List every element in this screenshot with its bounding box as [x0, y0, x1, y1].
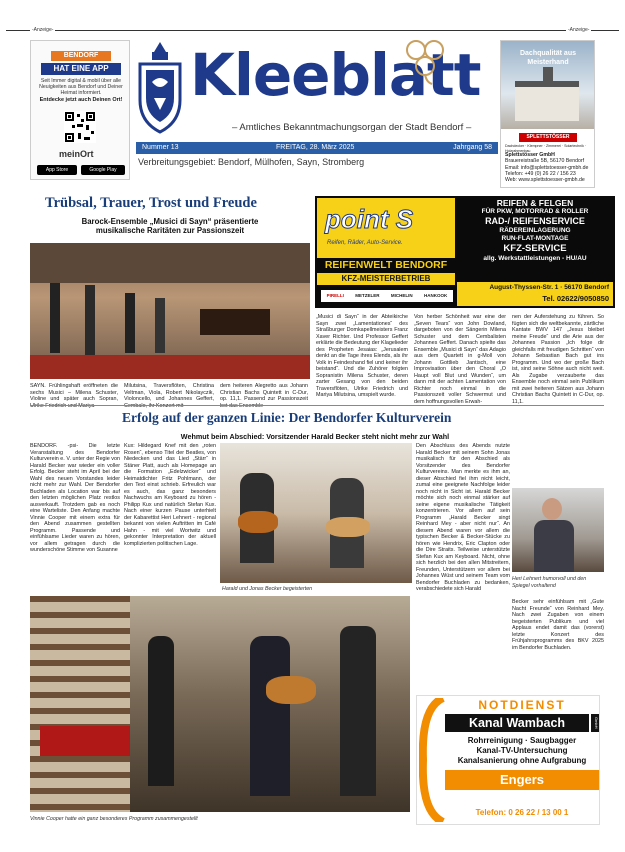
qr-code-icon — [64, 111, 96, 143]
issue-number: Nummer 13 — [142, 144, 179, 151]
app-ad-body: Seit Immer digital & mobil über alle Neuigkeiten aus Bendorf und Deiner Heimat informiert. — [39, 78, 123, 97]
article2-col3: Den Abschluss des Abends nutzte Harald Becker mit seinem Sohn Jonas musikalisch für den Abschied als Vorsitzender des Bendorfer Kulturvereins. Man merkte es ihm an, dieser Abschied fiel ihm nicht leicht, zumal eine geeignete Nachfolge leider noch nicht in Sicht ist. Harald Becker möchte sich noch einmal stärker auf seine eigene musikalische Tätigkeit konzentrieren. Vor allem auf sein Programm „Harald Becker singt Reinhard Mey - aber nicht nur“. An diesem Abend waren vor allem die typischen Becker & Becker-Stücke zu hören wie Hendrix, Eric Clapton oder die Dire Straits. Teilweise unterstützte Stefan Kux am Keyboard. Nicht, ohne sich herzlich bei den allen Mitstreitern, Freunden, Unterstützern vor allem bei Johannes Wüst und seinem Team vom Bendorfer Buchladen zu bedanken, verabschiedete sich Harald — [416, 443, 510, 592]
roofer-email-label: Email: — [505, 165, 520, 171]
roofer-email[interactable]: info@splettstoesser-gmbh.de — [520, 165, 589, 171]
castle-photo — [501, 41, 594, 129]
lehnert-photo — [512, 488, 604, 572]
caption-lehnert: Heri Lehnert humorvoll und den Spiegel vorhaltend — [512, 576, 587, 589]
app-advertisement[interactable] — [30, 40, 130, 180]
app-ad-heading: HAT EINE APP — [41, 63, 121, 75]
article1-col1: SAYN. Frühlingshaft eröffneten die sechs Musici – Milena Schuster, Violine und später auch Sopran, Ulrike Friedrich und Mariya — [30, 383, 118, 409]
roofer-phone: +49 (0) 26 22 / 156 23 — [524, 171, 576, 177]
article1-col3: dem heiteren Alegretto aus Johann Christian Bachs Quintett in C-Dur, op. 11,1. Passend zur Passionszeit bot das Ensemble — [220, 383, 308, 409]
notdienst-city: Engers — [445, 770, 599, 790]
article2-col4: Becker sehr einfühlsam mit „Gute Nacht Freunde“ von Reinhard Mey. Nach zwei Zugaben von einem begeisterten Publikum und viel Applaus endet damit das (vorerst) letzte Konzert des Frühjahrsprogramms des BKV 2025 im Bendorfer Buchladen. — [512, 599, 604, 651]
pirelli-logo: PIRELLI — [326, 293, 344, 298]
masthead-subtitle: – Amtliches Bekanntmachungsorgan der Stadt Bendorf – — [232, 122, 472, 133]
roofer-web-label: Web: — [505, 177, 518, 183]
notdienst-badge: GmbH — [591, 714, 599, 732]
issue-volume: Jahrgang 58 — [453, 144, 492, 151]
caption-vinnie: Vinnie Cooper hatte ein ganz besonderes Programm zusammengestellt — [30, 816, 198, 822]
pointS-partners — [321, 290, 453, 302]
pointS-r2: FÜR PKW, MOTORRAD & ROLLER — [481, 208, 589, 215]
ad-label-right: -Anzeige- — [568, 27, 590, 33]
roofer-web[interactable]: www.splettstoesser-gmbh.de — [518, 177, 585, 183]
roofer-company-logo: SPLETTSTÖSSER — [519, 133, 577, 142]
notdienst-service-2: Kanal-TV-Untersuchung — [476, 746, 568, 755]
ad-label-left: -Anzeige- — [32, 27, 54, 33]
metzeler-logo: METZELER — [355, 293, 380, 298]
issue-date: FREITAG, 28. März 2025 — [276, 144, 355, 151]
roofer-name: Splettstösser GmbH — [505, 152, 555, 158]
pointS-r3: RAD-/ REIFENSERVICE — [485, 216, 585, 226]
pointS-name: REIFENWELT BENDORF — [324, 259, 448, 271]
top-rule — [6, 30, 619, 31]
pointS-r4: RÄDEREINLAGERUNG — [499, 227, 571, 234]
article1-headline: Trübsal, Trauer, Trost und Freude — [45, 195, 257, 211]
article1-col6: nen der Auferstehung zu führen. So fügten sich die weltbekannte, zärtliche Kantate BWV 147 „Jesus bleibet meine Freude“ und die Arie aus der Johannes Passion „Ich folge dir gleichfalls mit freudigen Schritten“ von Johann Sebastian Bach gut ins Programm. Und wo der große Bach ist, sind seine Söhne auch nicht weit. Als Zugabe verzauberte das Ensemble noch einmal sein Publikum mit zwei heiteren Sätzen aus Johann Christian Bachs Quintett in C-Dur, op. 11,1. — [512, 314, 604, 405]
pipe-graphic-icon — [419, 698, 447, 822]
article2-subheadline: Wehmut beim Abschied: Vorsitzender Harald Becker steht nicht mehr zur Wahl — [180, 432, 450, 441]
pointS-r6: KFZ-SERVICE — [503, 243, 567, 254]
notdienst-service-1: Rohrreinigung · Saugbagger — [467, 736, 577, 745]
vinnie-cooper-photo — [30, 596, 410, 812]
app-store-button[interactable]: App Store — [37, 165, 77, 175]
app-ad-brand: BENDORF — [51, 51, 111, 61]
ensemble-photo — [30, 243, 310, 379]
masthead-title: Kleeblatt — [190, 41, 481, 109]
pointS-address: August-Thyssen-Str. 1 · 56170 Bendorf — [489, 284, 609, 291]
notdienst-company: Kanal Wambach — [445, 714, 589, 732]
issue-info-bar — [136, 142, 498, 154]
article1-col5: Von herber Schönheit war eine der „Seven Tears“ von John Dowland, dargeboten von der Sängerin Milena Schuster und dem Cembalisten Johannes Geffert. Danach spielte das Ensemble „Musici di Sayn“ das Adagio aus dem Quartett in g-Moll von Johann Gottlieb Jantisch, eine Improvisation über den Choral „O Haupt voll Blut und Wunden“, um dann mit der achten Lamentation von Richter noch einmal in die Passionszeit voller Schwermut und dem hoffnungsvollen Erwah- — [414, 314, 506, 405]
cloverleaf-icon — [396, 36, 456, 86]
article1-subheadline: Barock-Ensemble „Musici di Sayn“ präsentierte musikalische Raritäten zur Passionszeit — [81, 217, 259, 235]
notdienst-heading: NOTDIENST — [478, 698, 566, 712]
app-ad-cta: Entdecke jetzt auch Deinen Ort! — [39, 97, 123, 103]
pointS-r5: RUN-FLAT-MONTAGE — [501, 235, 569, 242]
pointS-r7: allg. Werkstattleistungen - HU/AU — [483, 255, 587, 262]
pointS-tagline: Reifen, Räder, Auto-Service. — [327, 240, 403, 246]
google-play-button[interactable]: Google Play — [81, 165, 125, 175]
pointS-logo: point S — [325, 204, 414, 234]
pointS-r1: REIFEN & FELGEN — [496, 198, 574, 208]
roofer-address: Brauereistraße 5B, 56170 Bendorf — [505, 158, 585, 164]
article1-col2: Milutsina, Traversflöten, Christina Veltman, Viola, Robert Nikolayczik, Violoncello, und Johannes Geffert, Cembalo, ihr Konzert mit — [124, 383, 214, 409]
meinort-logo: meinOrt — [59, 149, 94, 159]
becker-duo-photo — [220, 443, 412, 583]
city-coat-of-arms-icon — [136, 38, 184, 138]
caption-becker: Harald und Jonas Becker begeisterten — [222, 586, 313, 592]
distribution-area: Verbreitungsgebiet: Bendorf, Mülhofen, Sayn, Stromberg — [138, 157, 365, 167]
hankook-logo: HANKOOK — [424, 293, 448, 298]
pointS-advertisement[interactable] — [315, 196, 615, 308]
roofer-phone-label: Telefon: — [505, 171, 524, 177]
article2-col2: Kux: Hildegard Knef mit den „roten Rosen“, ebenso Titel der Beatles, von Niedecken und das Lied „Stärr“ in Stäner Platt, auch als Homepage an die Formation „Edelzwicker“ und Heimatdichter Fritz Pohlmann, der den Text einst schrieb. Erfreulich war es auch, das ganz besonders Nachwuchs am Keyboard zu hören - Philipp Kux und natürlich Stefan Kux. Nach einer kurzen Pause unterhielt der Kabarettist Heri Lehnert - regional bekannt von vielen Auftritten im Café Hahn - mit viel Wortwitz und gekonnter Interpretation der aktuell komplizierten politischen Lage. — [124, 443, 216, 547]
roofer-ad-heading: Dachqualität aus Meisterhand — [519, 50, 576, 66]
notdienst-phone: Telefon: 0 26 22 / 13 00 1 — [475, 808, 569, 817]
article2-col1: BENDORF. -psi- Die letzte Veranstaltung des Bendorfer Kulturverein e. V. unter der Regie von Harald Becker war wieder ein voller Erfolg. Becker steht im April bei der Wahl des neuen Vorstandes leider nicht mehr zur Wahl. Der Bendorfer Buchladen als Location war bis auf den letzten möglichen Platz restlos ausverkauft. Trotzdem gab es noch eine Warteliste. Den Anfang machte Vinnie Cooper mit einem extra für den Abend zusammen gestellten Programm. Passende und einfühlsame Lieder waren zu hören, vor allem getragen durch die wunderschöne Stimme von Susanne — [30, 443, 120, 553]
article2-headline: Erfolg auf der ganzen Linie: Der Bendorfer Kulturverein — [122, 410, 452, 425]
pointS-sub: KFZ-MEISTERBETRIEB — [317, 273, 455, 285]
section-divider — [30, 405, 604, 406]
roofer-advertisement[interactable] — [500, 40, 595, 188]
michelin-logo: MICHELIN — [390, 293, 413, 298]
roofer-services: Dachdecker · Klempner · Zimmerei · Solartechnik · Holzrahmenbau — [505, 144, 587, 153]
article1-col4: „Musici di Sayn“ in der Abteikirche Sayn zwei „Lamentationes“ des Straßburger Domkapellmeisters Franz Xaver Richter. Und Professor Geffert erklärte die Bedeutung der Klagelieder des Propheten Jesaias: „Jerusalem denkt an die Tage ihres Elends, als ihr Volk in Feindeshand fiel und keiner ihr beistand“. Und die Zuhörer folgten Sopranistin Milena Schuster, deren zarter Gesang von den beiden Traversflöten, Ulrike Friedrich und Mariya Milutsina, umspielt wurde. — [316, 314, 409, 398]
notdienst-advertisement[interactable] — [416, 695, 600, 825]
notdienst-service-3: Kanalsanierung ohne Aufgrabung — [457, 756, 587, 765]
pointS-phone: Tel. 02622/9050850 — [542, 294, 609, 303]
